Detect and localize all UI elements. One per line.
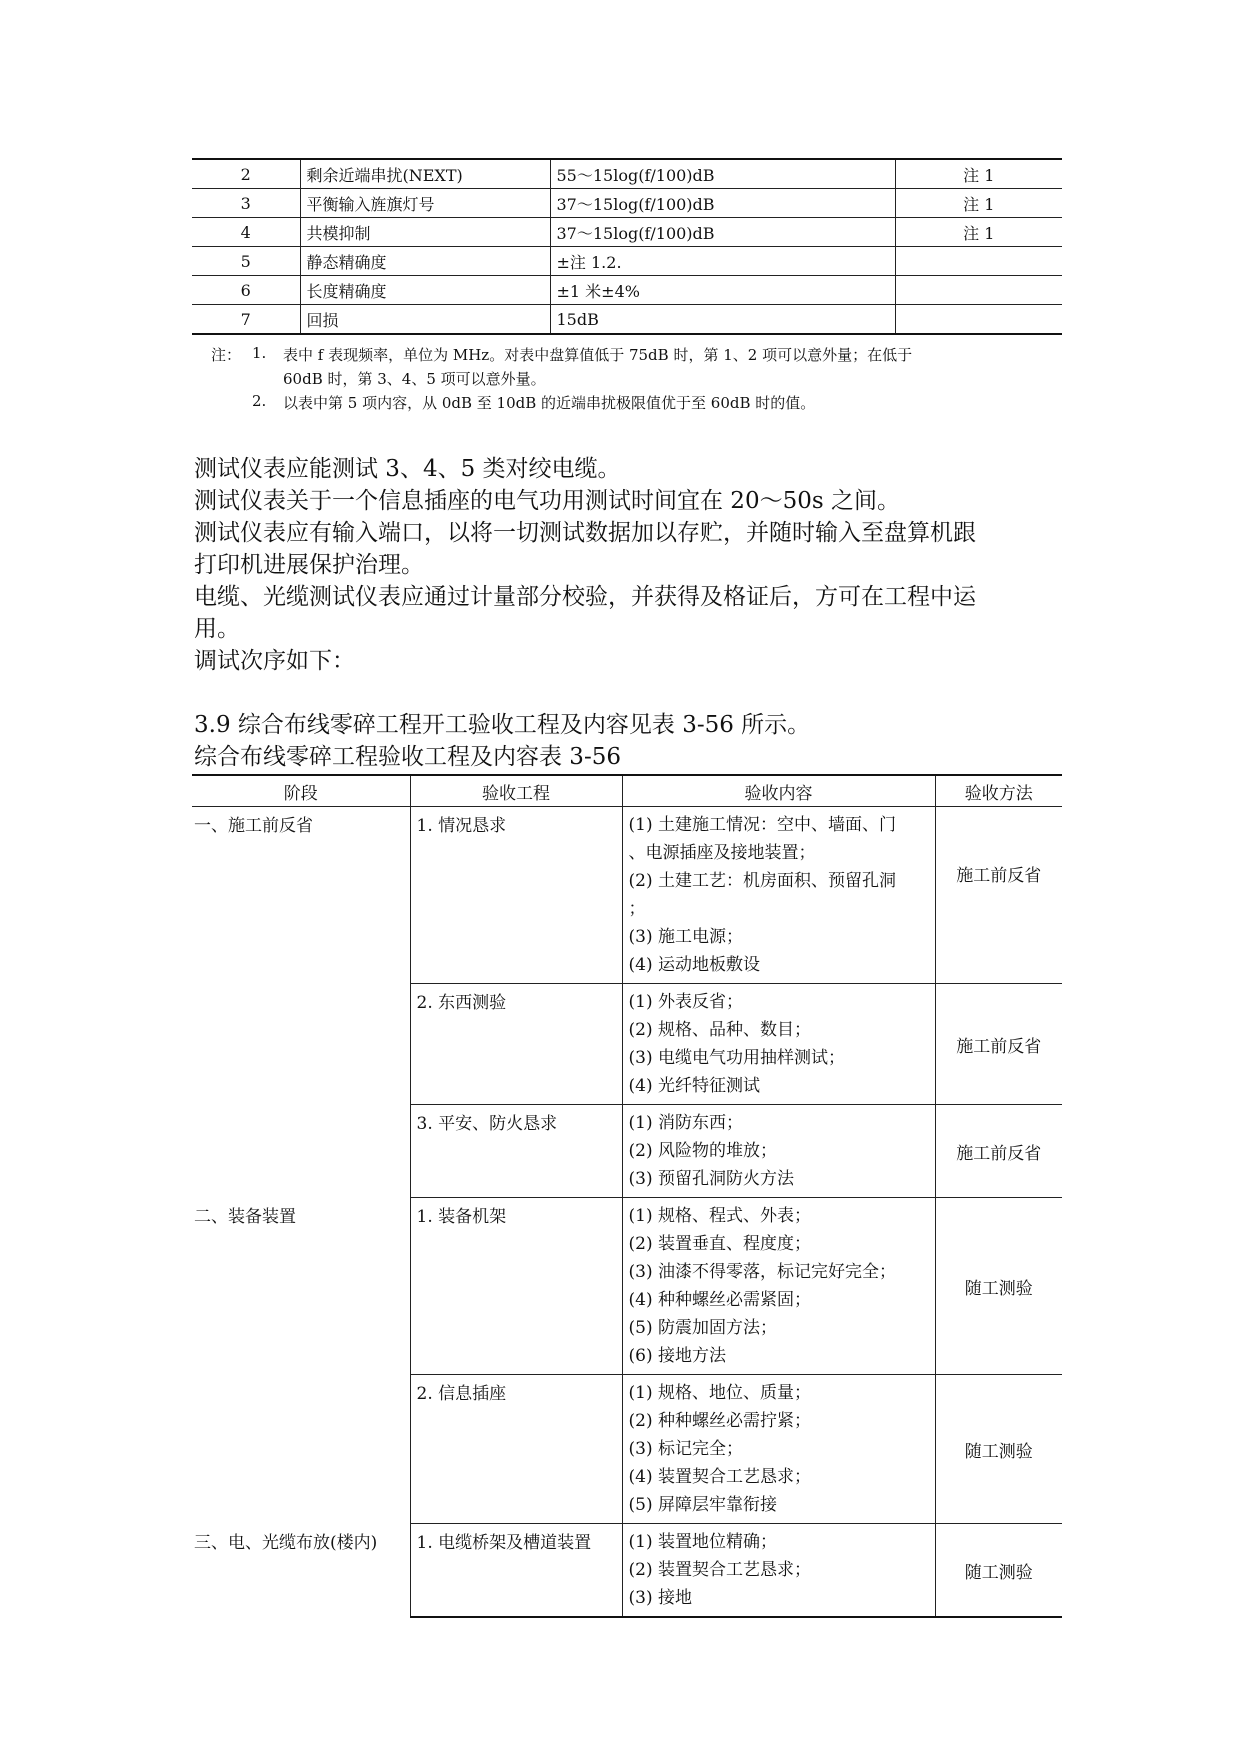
spec-item: 剩余近端串扰(NEXT) [300, 159, 550, 189]
item-cell: 1. 情况恳求 [410, 807, 622, 984]
table-row [192, 1375, 1062, 1524]
stage-cell: 二、装备装置 [192, 1198, 410, 1375]
spec-note [895, 276, 1062, 305]
content-line: (2) 种种螺丝必需拧紧； [628, 1411, 811, 1431]
content-line: (4) 运动地板敷设 [628, 955, 760, 975]
table-row [192, 218, 1062, 247]
spec-value: 15dB [550, 305, 895, 335]
content-line: (3) 施工电源； [628, 927, 743, 947]
method-cell: 施工前反省 [935, 984, 1062, 1105]
content-cell [622, 1524, 935, 1618]
table-row [192, 159, 1062, 189]
content-line: (3) 标记完全； [628, 1439, 743, 1459]
table-row [192, 807, 1062, 984]
row-number: 5 [192, 247, 300, 276]
note-2-line-1: 以表中第 5 项内容，从 0dB 至 10dB 的近端串扰极限值优于至 60dB 时的值。 [283, 394, 816, 412]
stage-cell [192, 1375, 410, 1524]
content-line: (1) 规格、程式、外表； [628, 1206, 811, 1226]
spec-item: 平衡输入旌旗灯号 [300, 189, 550, 218]
content-line: 、电源插座及接地装置； [628, 843, 816, 863]
spec-note: 注 1 [895, 218, 1062, 247]
spec-value: 37～15log(f/100)dB [550, 189, 895, 218]
content-line: (3) 电缆电气功用抽样测试； [628, 1048, 845, 1068]
paragraph: 打印机进展保护治理。 [194, 552, 424, 578]
content-cell [622, 1105, 935, 1198]
spec-note [895, 305, 1062, 335]
content-line: (3) 接地 [628, 1588, 692, 1608]
content-line: (3) 油漆不得零落，标记完好完全； [628, 1262, 896, 1282]
content-line: (1) 消防东西； [628, 1113, 743, 1133]
item-cell: 1. 电缆桥架及槽道装置 [410, 1524, 622, 1618]
row-number: 6 [192, 276, 300, 305]
spec-note: 注 1 [895, 189, 1062, 218]
paragraph: 用。 [194, 616, 240, 642]
method-cell: 施工前反省 [935, 1105, 1062, 1198]
table-row [192, 247, 1062, 276]
content-line: (6) 接地方法 [628, 1346, 726, 1366]
note-1-number: 1. [252, 344, 267, 362]
header-content: 验收内容 [622, 775, 935, 807]
paragraph: 电缆、光缆测试仪表应通过计量部分校验，并获得及格证后，方可在工程中运 [194, 584, 976, 610]
paragraph: 测试仪表应有输入端口，以将一切测试数据加以存贮，并随时输入至盘算机跟 [194, 520, 976, 546]
content-cell [622, 1375, 935, 1524]
acceptance-table [192, 774, 1062, 1618]
content-line: (1) 土建施工情况：空中、墙面、门 [628, 815, 896, 835]
content-line: (2) 装置契合工艺恳求； [628, 1560, 811, 1580]
method-cell: 施工前反省 [935, 807, 1062, 984]
spec-note: 注 1 [895, 159, 1062, 189]
method-cell: 随工测验 [935, 1198, 1062, 1375]
spec-item: 回损 [300, 305, 550, 335]
spec-value: ±1 米±4% [550, 276, 895, 305]
table-header-row [192, 775, 1062, 807]
item-cell: 2. 信息插座 [410, 1375, 622, 1524]
table-row [192, 1198, 1062, 1375]
spec-item: 共模抑制 [300, 218, 550, 247]
table-row [192, 276, 1062, 305]
row-number: 3 [192, 189, 300, 218]
paragraph: 测试仪表关于一个信息插座的电气功用测试时间宜在 20～50s 之间。 [194, 488, 900, 514]
table-row [192, 1524, 1062, 1618]
content-line: (1) 外表反省； [628, 992, 743, 1012]
item-cell: 2. 东西测验 [410, 984, 622, 1105]
item-cell: 3. 平安、防火恳求 [410, 1105, 622, 1198]
method-cell: 随工测验 [935, 1375, 1062, 1524]
spec-item: 静态精确度 [300, 247, 550, 276]
header-method: 验收方法 [935, 775, 1062, 807]
content-line: (1) 装置地位精确； [628, 1532, 777, 1552]
section-heading: 3.9 综合布线零碎工程开工验收工程及内容见表 3-56 所示。 [194, 712, 811, 738]
item-cell: 1. 装备机架 [410, 1198, 622, 1375]
table-row [192, 1105, 1062, 1198]
note-1-line-1: 表中 f 表现频率，单位为 MHz。对表中盘算值低于 75dB 时，第 1、2 项可以意外量；在低于 [283, 346, 913, 364]
table-row [192, 305, 1062, 335]
content-line: (5) 屏障层牢靠衔接 [628, 1495, 777, 1515]
note-1-line-2: 60dB 时，第 3、4、5 项可以意外量。 [283, 370, 546, 388]
content-line: ； [628, 899, 646, 919]
spec-note [895, 247, 1062, 276]
content-line: (2) 土建工艺：机房面积、预留孔洞 [628, 871, 896, 891]
row-number: 7 [192, 305, 300, 335]
row-number: 2 [192, 159, 300, 189]
spec-table [192, 158, 1062, 335]
table-caption: 综合布线零碎工程验收工程及内容表 3-56 [194, 744, 621, 770]
content-cell [622, 984, 935, 1105]
content-line: (5) 防震加固方法； [628, 1318, 777, 1338]
stage-cell: 三、电、光缆布放(楼内) [192, 1524, 410, 1618]
content-line: (4) 种种螺丝必需紧固； [628, 1290, 811, 1310]
content-line: (2) 风险物的堆放； [628, 1141, 777, 1161]
header-stage: 阶段 [192, 775, 410, 807]
paragraph: 调试次序如下： [194, 648, 355, 674]
header-item: 验收工程 [410, 775, 622, 807]
content-cell [622, 807, 935, 984]
content-line: (2) 规格、品种、数目； [628, 1020, 811, 1040]
content-line: (4) 装置契合工艺恳求； [628, 1467, 811, 1487]
note-2-number: 2. [252, 392, 267, 410]
spec-value: 37～15log(f/100)dB [550, 218, 895, 247]
table-row [192, 984, 1062, 1105]
method-cell: 随工测验 [935, 1524, 1062, 1618]
spec-value: ±注 1.2. [550, 247, 895, 276]
content-line: (1) 规格、地位、质量； [628, 1383, 811, 1403]
row-number: 4 [192, 218, 300, 247]
stage-cell [192, 1105, 410, 1198]
content-cell [622, 1198, 935, 1375]
spec-item: 长度精确度 [300, 276, 550, 305]
stage-cell: 一、施工前反省 [192, 807, 410, 984]
note-label: 注： [211, 346, 242, 364]
paragraph: 测试仪表应能测试 3、4、5 类对绞电缆。 [194, 456, 621, 482]
content-line: (2) 装置垂直、程度度； [628, 1234, 811, 1254]
stage-cell [192, 984, 410, 1105]
table-row [192, 189, 1062, 218]
content-line: (4) 光纤特征测试 [628, 1076, 760, 1096]
content-line: (3) 预留孔洞防火方法 [628, 1169, 794, 1189]
spec-value: 55～15log(f/100)dB [550, 159, 895, 189]
